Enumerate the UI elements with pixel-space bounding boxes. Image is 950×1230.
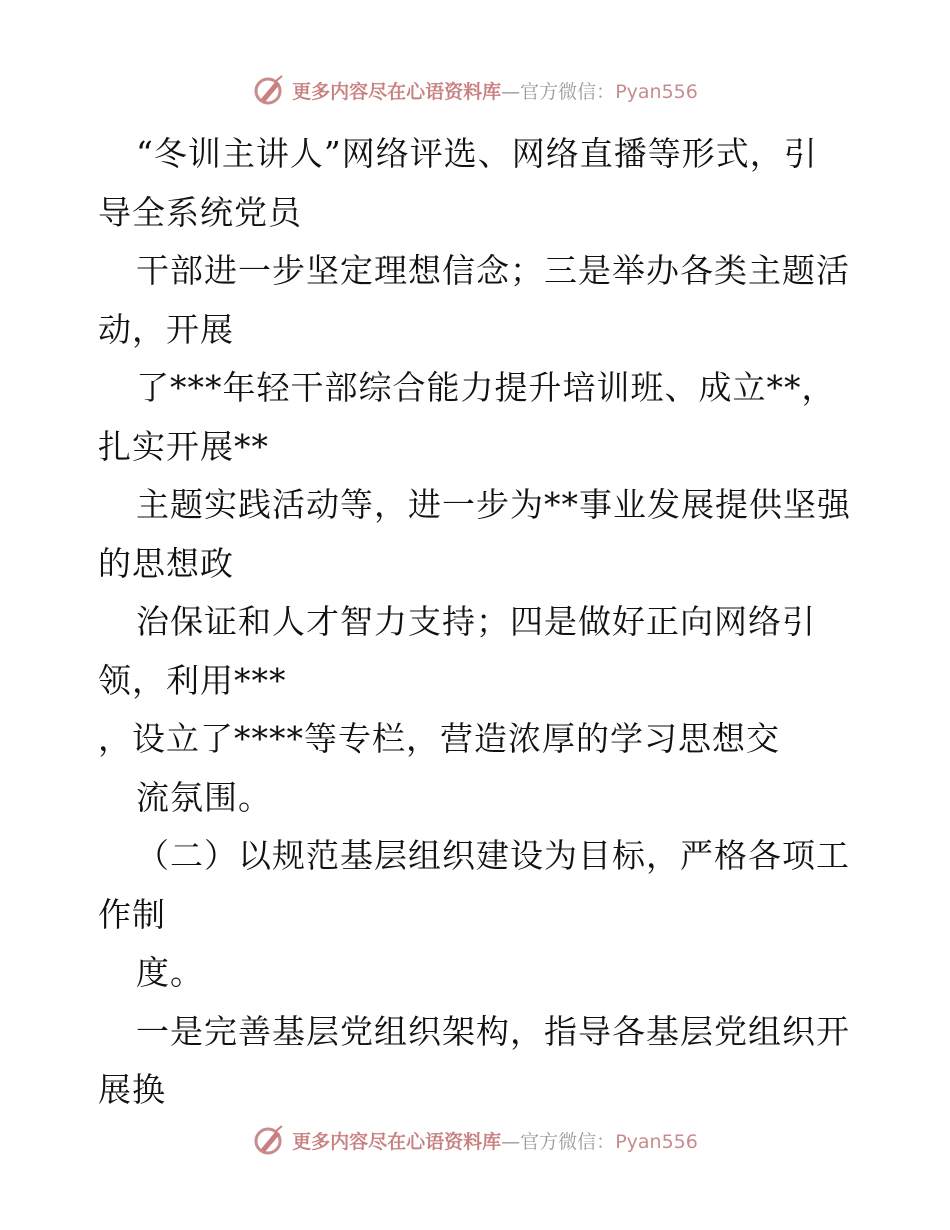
text-line: ，设立了****等专栏，营造浓厚的学习思想交: [98, 719, 780, 758]
watermark-main: 更多内容尽在心语资料库: [292, 1130, 502, 1153]
watermark-dash: —: [501, 1130, 521, 1153]
text-line: “冬训主讲人”网络评选、网络直播等形式，引: [136, 134, 818, 173]
watermark-text: [292, 77, 698, 104]
document-body: [98, 125, 858, 1120]
watermark-main: 更多内容尽在心语资料库: [292, 80, 502, 103]
text-line: 扎实开展**: [98, 426, 269, 466]
pen-logo-icon: [252, 73, 286, 107]
text-line: 动，开展: [98, 309, 234, 349]
section-heading: （二）以规范基层组织建设为目标，严格各项工: [136, 836, 850, 875]
text-line: 的思想政: [98, 543, 234, 583]
text-line: 一是完善基层党组织架构，指导各基层党组织开: [136, 1011, 850, 1051]
watermark-text: [292, 1127, 698, 1154]
watermark-id: Pyan556: [615, 1130, 698, 1153]
text-line: 展换: [98, 1070, 166, 1109]
watermark-id: Pyan556: [615, 80, 698, 103]
text-line: 了***年轻干部综合能力提升培训班、成立**，: [136, 368, 836, 407]
text-line: 治保证和人才智力支持；四是做好正向网络引: [136, 602, 816, 641]
watermark-sub: 官方微信：: [520, 80, 616, 103]
watermark-banner-bottom: [0, 1120, 950, 1160]
text-line: 主题实践活动等，进一步为**事业发展提供坚强: [136, 485, 851, 524]
text-line: 干部进一步坚定理想信念；三是举办各类主题活: [136, 251, 850, 290]
text-line: 导全系统党员: [98, 192, 302, 232]
watermark-sub: 官方微信：: [520, 1130, 616, 1153]
watermark-banner-top: [0, 70, 950, 110]
text-line: 流氛围。: [136, 777, 272, 817]
watermark-dash: —: [501, 80, 521, 103]
text-line: 领，利用***: [98, 660, 287, 700]
pen-logo-icon: [252, 1123, 286, 1157]
text-line: 作制: [98, 894, 166, 934]
text-line: 度。: [136, 953, 204, 992]
